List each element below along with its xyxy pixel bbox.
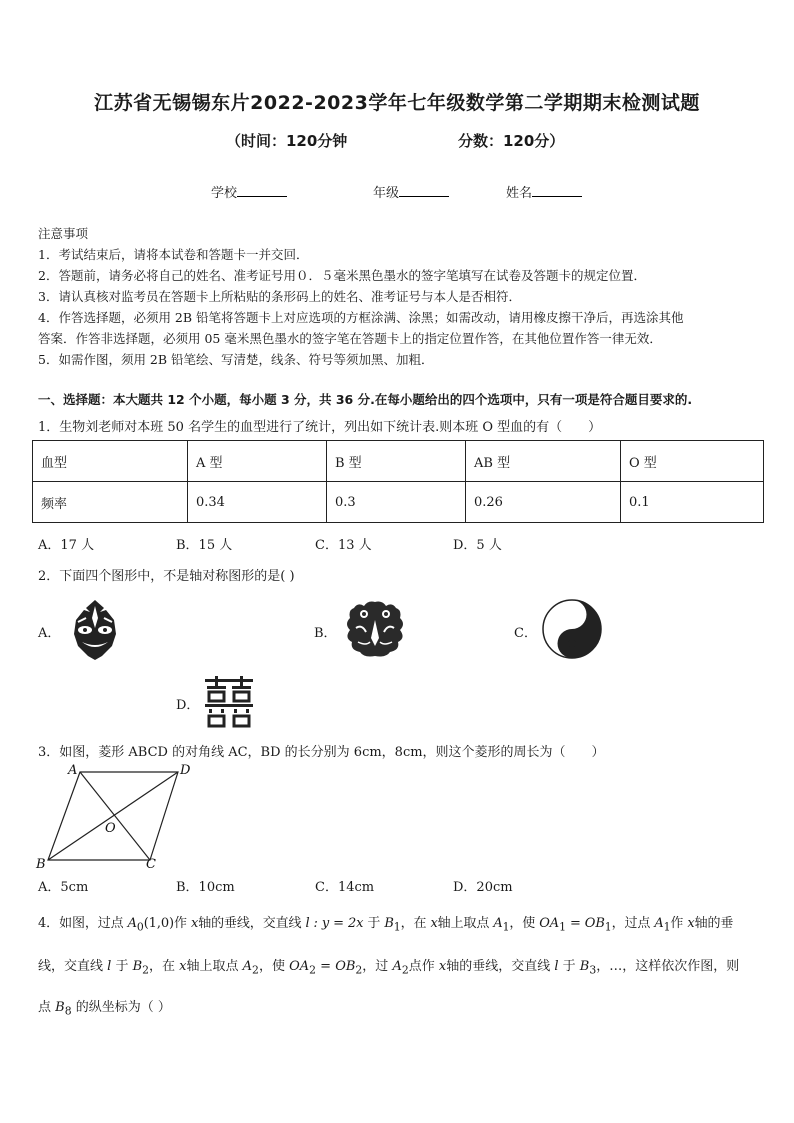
section-heading: 一、选择题：本大题共 12 个小题，每小题 3 分，共 36 分.在每小题给出的四个选项中，只有一项是符合题目要求的.	[38, 392, 693, 407]
q3-option-c[interactable]: C．14cm	[315, 880, 375, 895]
school-field[interactable]	[211, 182, 287, 201]
exam-time: （时间：120分钟	[226, 132, 348, 150]
diagonal-ac	[80, 772, 150, 860]
table-row	[33, 482, 764, 523]
table-cell: O 型	[621, 441, 764, 482]
q1-option-c[interactable]: C．13 人	[315, 538, 372, 553]
table-cell: 0.1	[621, 482, 764, 523]
q2-label-a: A．	[38, 626, 61, 641]
point-label-o: O	[105, 821, 116, 836]
table-cell: A 型	[188, 441, 327, 482]
grade-label: 年级	[373, 186, 400, 201]
notes-heading: 注意事项	[38, 226, 89, 241]
note-item: 3．请认真核对监考员在答题卡上所粘贴的条形码上的姓名、准考证号与本人是否相符．	[38, 289, 521, 304]
point-label-d: D	[180, 763, 191, 778]
q1-option-d[interactable]: D．5 人	[453, 538, 502, 553]
note-item: 2．答题前，请务必将自己的姓名、准考证号用０．５毫米黑色墨水的签字笔填写在试卷及答题卡的规定位置．	[38, 268, 646, 283]
opera-mask-icon	[66, 598, 124, 662]
table-cell: 血型	[33, 441, 188, 482]
table-cell: AB 型	[466, 441, 621, 482]
point-label-b: B	[36, 857, 46, 872]
rhombus-diagram	[30, 760, 200, 872]
exam-score: 分数：120分）	[458, 132, 565, 150]
q4-line-3: 点 $B_8$ 的纵坐标为（ ）	[38, 1000, 171, 1018]
note-item: 1．考试结束后，请将本试卷和答题卡一并交回．	[38, 247, 309, 262]
note-item: 答案．作答非选择题，必须用 05 毫米黑色墨水的签字笔在答题卡上的指定位置作答，在其他位置作答一律无效．	[38, 331, 662, 346]
q3-option-a[interactable]: A．5cm	[38, 880, 89, 895]
q2-label-d: D．	[176, 698, 200, 713]
q1-stem: 1．生物刘老师对本班 50 名学生的血型进行了统计，列出如下统计表.则本班 O 型血的有（ ）	[38, 420, 602, 435]
q3-option-d[interactable]: D．20cm	[453, 880, 513, 895]
q2-stem: 2．下面四个图形中，不是轴对称图形的是( )	[38, 569, 295, 584]
blood-type-table	[32, 440, 764, 523]
table-header-row	[33, 441, 764, 482]
table-cell: 0.34	[188, 482, 327, 523]
school-label: 学校	[211, 186, 238, 201]
double-happiness-icon	[203, 676, 255, 728]
note-item: 5．如需作图，须用 2B 铅笔绘、写清楚，线条、符号等须加黑、加粗．	[38, 352, 434, 367]
q1-option-a[interactable]: A．17 人	[38, 538, 95, 553]
q4-line-1: 4．如图，过点 $A_0(1,0)$作 x轴的垂线，交直线 l : y = 2x 于 $B_1$，在 x轴上取点 $A_1$，使 $OA_1 = OB_1$，过点 $A_1$作 x轴的垂	[38, 916, 734, 934]
name-label: 姓名	[506, 186, 533, 201]
q2-label-b: B．	[314, 626, 337, 641]
table-cell: B 型	[327, 441, 466, 482]
yin-yang-icon	[541, 598, 603, 660]
name-field[interactable]	[506, 182, 582, 201]
table-cell: 0.3	[327, 482, 466, 523]
q3-option-b[interactable]: B．10cm	[176, 880, 235, 895]
q1-option-b[interactable]: B．15 人	[176, 538, 233, 553]
diagonal-bd	[48, 772, 178, 860]
page-title: 江苏省无锡锡东片2022-2023学年七年级数学第二学期期末检测试题	[94, 92, 700, 114]
dragon-pattern-icon	[340, 598, 410, 660]
note-item: 4．作答选择题，必须用 2B 铅笔将答题卡上对应选项的方框涂满、涂黑；如需改动，请用橡皮擦干净后，再选涂其他	[38, 310, 684, 325]
point-label-c: C	[146, 857, 156, 872]
q3-stem: 3．如图，菱形 ABCD 的对角线 AC，BD 的长分别为 6cm，8cm，则这个菱形的周长为（ ）	[38, 745, 605, 760]
table-cell: 频率	[33, 482, 188, 523]
table-cell: 0.26	[466, 482, 621, 523]
grade-field[interactable]	[373, 182, 449, 201]
point-label-a: A	[68, 763, 78, 778]
q4-line-2: 线，交直线 l 于 $B_2$，在 x轴上取点 $A_2$，使 $OA_2 = OB_2$，过 $A_2$点作 x轴的垂线，交直线 l 于 $B_3$，…，这样依次作图，则	[38, 959, 740, 977]
q2-label-c: C．	[514, 626, 537, 641]
